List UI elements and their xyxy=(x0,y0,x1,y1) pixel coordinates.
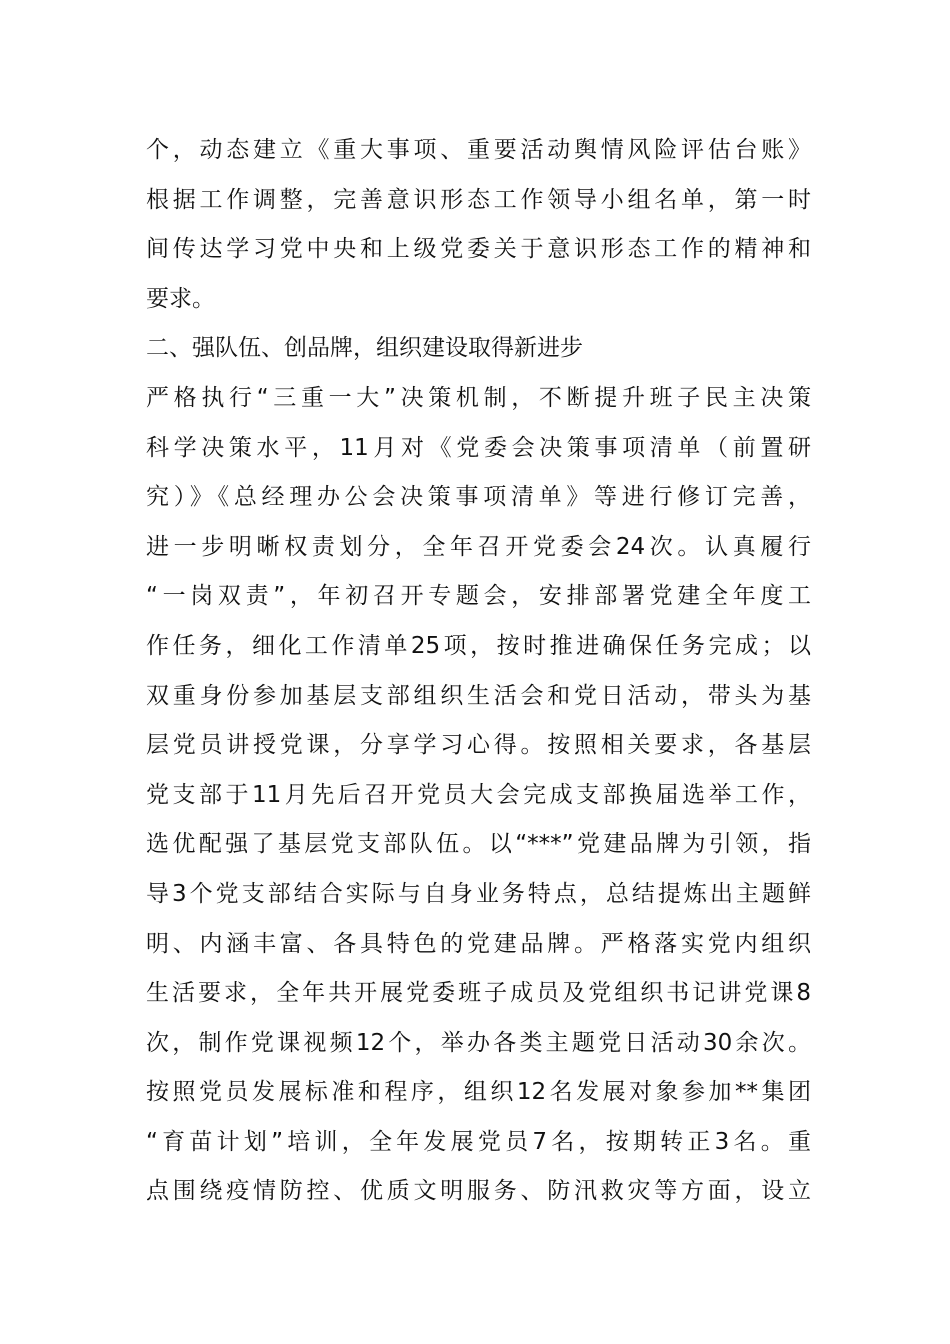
text-line: 生活要求，全年共开展党委班子成员及党组织书记讲党课8 xyxy=(146,980,811,1007)
text-line: 个，动态建立《重大事项、重要活动舆情风险评估台账》 xyxy=(146,137,811,163)
document-body xyxy=(146,126,811,1217)
text-line: 作任务，细化工作清单25项，按时推进确保任务完成；以 xyxy=(146,632,811,659)
text-line: 严格执行“三重一大”决策机制，不断提升班子民主决策 xyxy=(146,384,811,411)
section-heading: 二、强队伍、创品牌，组织建设取得新进步 xyxy=(146,335,583,362)
text-line: 间传达学习党中央和上级党委关于意识形态工作的精神和 xyxy=(146,236,811,263)
text-line: 按照党员发展标准和程序，组织12名发展对象参加**集团 xyxy=(146,1079,811,1106)
text-line: 党支部于11月先后召开党员大会完成支部换届选举工作， xyxy=(146,781,811,808)
text-line: 双重身份参加基层支部组织生活会和党日活动，带头为基 xyxy=(146,682,811,709)
text-line: 根据工作调整，完善意识形态工作领导小组名单，第一时 xyxy=(146,186,811,213)
text-line: 明、内涵丰富、各具特色的党建品牌。严格落实党内组织 xyxy=(146,930,811,957)
text-line: 次，制作党课视频12个，举办各类主题党日活动30余次。 xyxy=(146,1029,811,1056)
text-line: 点围绕疫情防控、优质文明服务、防汛救灾等方面，设立 xyxy=(146,1178,811,1205)
text-line: “一岗双责”，年初召开专题会，安排部署党建全年度工 xyxy=(146,583,811,610)
text-line: 选优配强了基层党支部队伍。以“***”党建品牌为引领，指 xyxy=(146,831,811,858)
text-line: 进一步明晰权责划分，全年召开党委会24次。认真履行 xyxy=(146,533,811,560)
text-line: 层党员讲授党课，分享学习心得。按照相关要求，各基层 xyxy=(146,732,811,759)
text-line: “育苗计划”培训，全年发展党员7名，按期转正3名。重 xyxy=(146,1128,811,1155)
text-line: 要求。 xyxy=(146,285,215,312)
text-line: 究）》《总经理办公会决策事项清单》等进行修订完善， xyxy=(146,484,811,511)
text-line: 科学决策水平，11月对《党委会决策事项清单（前置研 xyxy=(146,434,811,461)
text-line: 导3个党支部结合实际与自身业务特点，总结提炼出主题鲜 xyxy=(146,880,811,907)
